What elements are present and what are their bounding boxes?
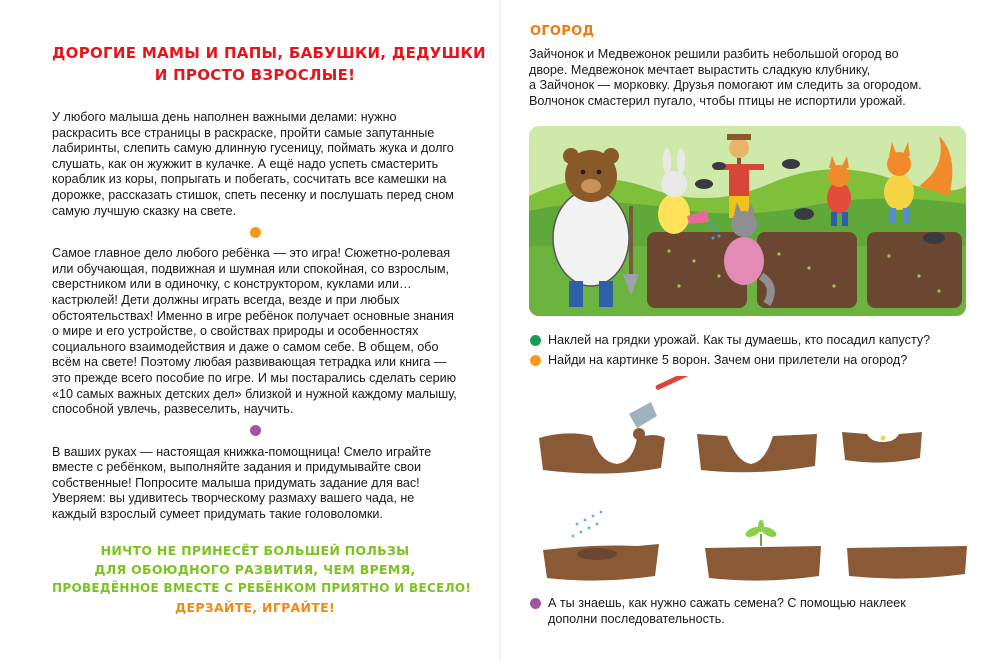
helper-paragraph: В ваших руках — настоящая книжка-помощница! Смело играйте вместе с ребёнком, выполняйте задания и придумывайте свои собственные! Попросите малыша придумать задание для вас! Уверяем: вы удивитесь творческому размаху вашего чада, не каждый взрослый сумеет придумать такие головоломки. [52,444,432,522]
left-page [52,42,486,617]
purple-dot-icon [530,598,541,609]
garden-scene-svg [529,126,966,316]
left-page-title [52,42,486,86]
trowel-icon [629,376,692,428]
planting-sequence [537,376,977,586]
task-line: дополни последовательность. [548,611,725,626]
step-dig-hole [539,376,692,474]
step-sprout [705,520,821,581]
closing-cheer: ДЕРЗАЙТЕ, ИГРАЙТЕ! [175,599,335,615]
crow [782,159,800,169]
task-line: А ты знаешь, как нужно сажать семена? С помощью наклеек [548,596,906,610]
divider [52,220,458,244]
story-line: дворе. Медвежонок мечтает вырастить сладкую клубнику, [529,62,871,77]
crow [794,208,814,220]
right-page-title: ОГОРОД [530,24,595,39]
task-item [530,596,970,627]
garden-illustration [529,126,966,316]
left-title-line: ДОРОГИЕ МАМЫ И ПАПЫ, БАБУШКИ, ДЕДУШКИ [52,44,486,62]
story-line: Волчонок смастерил пугало, чтобы птицы не испортили урожай. [529,93,906,108]
story-line: Зайчонок и Медвежонок решили разбить небольшой огород во [529,47,899,61]
orange-dot-icon [530,355,541,366]
intro-paragraph: У любого малыша день наполнен важными делами: нужно раскрасить все страницы в раскраске, пройти самые запутанные лабиринты, слепить самую длинную гусеницу, поймать жука и долго слушать, как он жужжит в кулачке. А ещё надо успеть смастерить кораблик из коры, попрыгать и побегать, сосчитать все камешки на дорожке, рассказать стишок, спеть песенку и послушать перед сном самую лучшую сказку на свете. [52,110,454,218]
purple-dot-icon [250,425,261,436]
story-line: а Зайчонок — морковку. Друзья помогают им следить за огородом. [529,78,922,92]
page-gutter [499,0,501,660]
play-paragraph: Самое главное дело любого ребёнка — это игра! Сюжетно-ролевая или обучающая, подвижная и шумная или спокойная, со взрослым, сверстником или в одиночку, с конструктором, куклами или… кастрюлей! Дети должны играть всегда, везде и при любых обстоятельствах! Именно в игре ребёнок получает основные знания о мире и его устройстве, о свойствах природы и особенностях социального взаимодействия и даже о самом себе. В общем, обо всём на свете! Поэтому любая развивающая тетрадка или книга — это прежде всего пособие по игре. И мы постарались сделать серию «10 самых важных детских дел» близкой и нужной каждому малышу, способной увлечь, развеселить, научить. [52,246,457,417]
green-dot-icon [530,335,541,346]
closing-line: ДЛЯ ОБОЮДНОГО РАЗВИТИЯ, ЧЕМ ВРЕМЯ, [94,561,416,577]
sprout-icon [744,520,778,546]
planting-steps-svg [537,376,977,586]
task-text [548,596,906,627]
task-item [530,333,970,349]
task-text: Наклей на грядки урожай. Как ты думаешь, кто посадил капусту? [548,333,931,347]
closing-line: ПРОВЕДЁННОЕ ВМЕСТЕ С РЕБЁНКОМ ПРИЯТНО И ВЕСЕЛО! [52,580,472,595]
task-text: Найди на картинке 5 ворон. Зачем они прилетели на огород? [548,352,908,367]
step-water [543,511,659,581]
crow [712,162,726,170]
closing-line: НИЧТО НЕ ПРИНЕСЁТ БОЛЬШЕЙ ПОЛЬЗЫ [100,542,410,558]
closing-message [52,541,472,617]
task-item [530,353,970,369]
divider [52,419,458,443]
garden-bed [867,232,962,308]
orange-dot-icon [250,227,261,238]
left-title-line: И ПРОСТО ВЗРОСЛЫЕ! [154,66,356,84]
crow [923,232,945,244]
task-list [530,333,970,372]
crow [695,179,713,189]
right-page [529,24,969,109]
story-text [529,47,969,109]
sequence-task [530,596,970,631]
step-seed [842,432,922,463]
step-hole [697,434,817,472]
step-covered [847,546,967,579]
